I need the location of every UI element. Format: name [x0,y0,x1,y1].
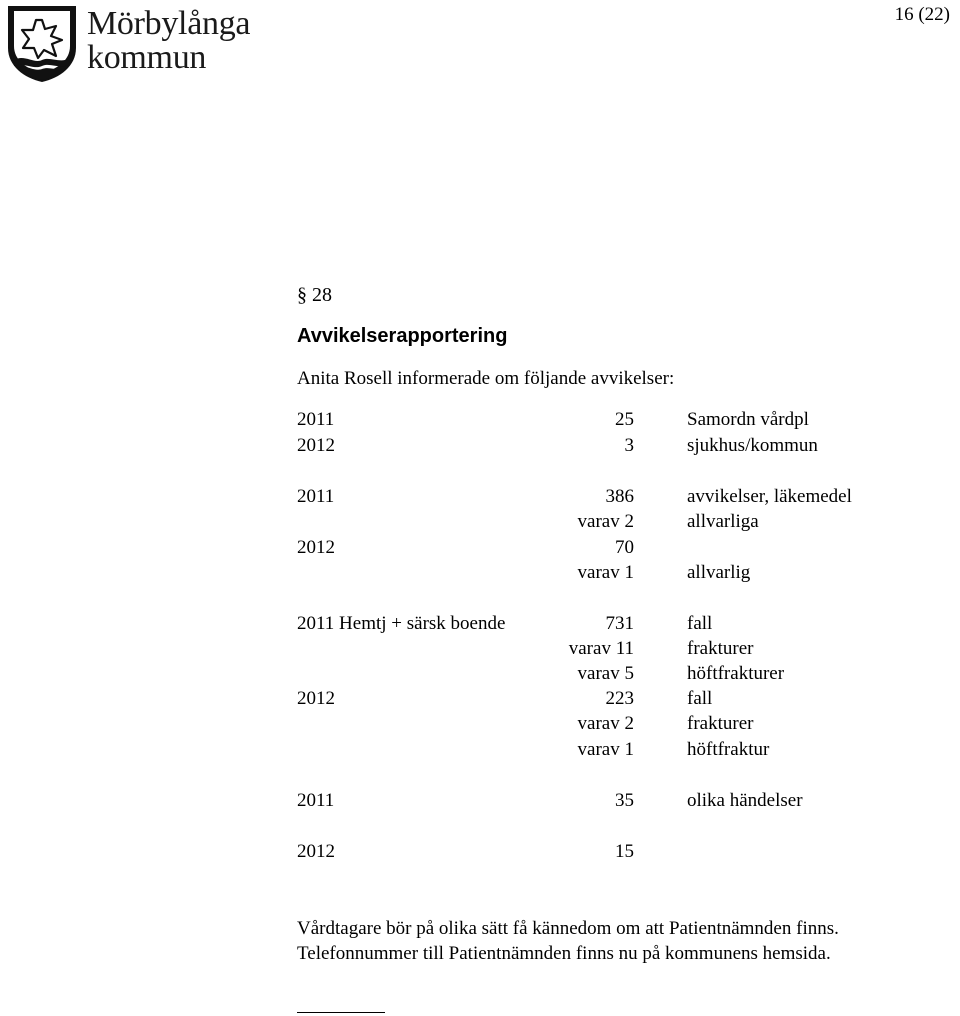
row-label: 2011 [297,409,335,430]
row-value: 25 [615,409,634,430]
section-title: Avvikelserapportering [297,325,508,347]
row-label: 2012 [297,537,335,558]
section-number: § 28 [297,284,332,306]
row-value: varav 2 [577,511,634,532]
row-label: 2012 [297,688,335,709]
row-description: fall [687,613,713,634]
row-value: 15 [615,841,634,862]
row-description: Samordn vårdpl [687,409,809,430]
page-number: 16 (22) [894,4,950,25]
intro-text: Anita Rosell informerade om följande avvikelser: [297,368,675,389]
row-value: 3 [624,435,634,456]
row-value: 386 [605,486,634,507]
coat-of-arms-icon [4,2,80,84]
logo-text-line2: kommun [87,39,207,76]
row-value: varav 1 [577,562,634,583]
row-description: allvarlig [687,562,751,583]
row-description: frakturer [687,638,754,659]
row-value: 35 [615,790,634,811]
row-value: 223 [605,688,634,709]
closing-paragraph: Vårdtagare bör på olika sätt få kännedom om att Patientnämnden finns. Telefonnummer till Patientnämnden finns nu på kommunens hemsida. [297,918,839,964]
separator-line [297,1012,385,1013]
row-value: varav 5 [577,663,634,684]
row-value: varav 1 [577,739,634,760]
row-description: fall [687,688,713,709]
row-label: 2012 [297,841,335,862]
row-description: avvikelser, läkemedel [687,486,852,507]
row-label: 2012 [297,435,335,456]
logo-text-line1: Mörbylånga [87,5,251,42]
row-value: varav 2 [577,713,634,734]
row-description: frakturer [687,713,754,734]
row-value: 731 [605,613,634,634]
row-label: 2011 Hemtj + särsk boende [297,613,506,634]
row-description: sjukhus/kommun [687,435,818,456]
row-value: varav 11 [568,638,634,659]
row-description: höftfraktur [687,739,770,760]
row-description: allvarliga [687,511,759,532]
row-value: 70 [615,537,634,558]
row-label: 2011 [297,790,335,811]
municipality-logo [4,2,254,84]
row-label: 2011 [297,486,335,507]
row-description: olika händelser [687,790,803,811]
row-description: höftfrakturer [687,663,785,684]
